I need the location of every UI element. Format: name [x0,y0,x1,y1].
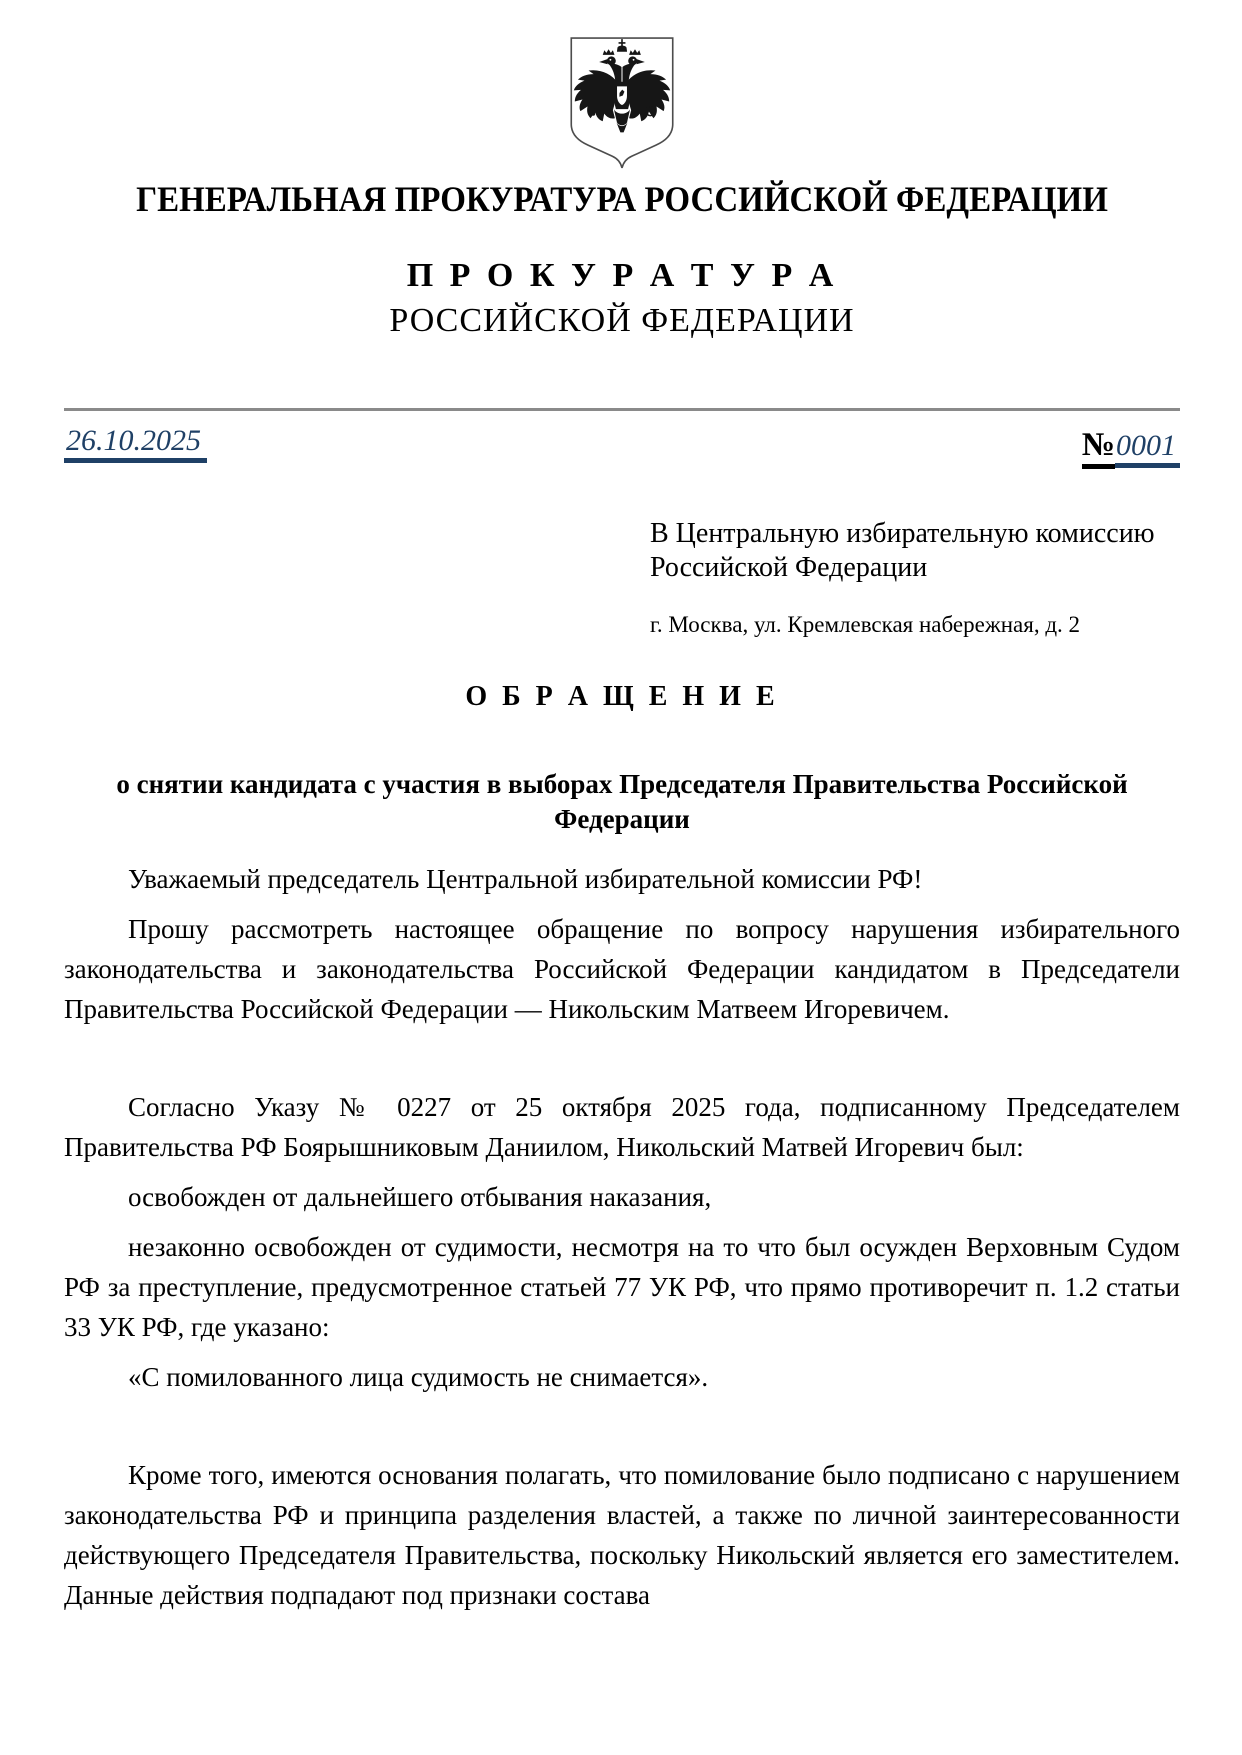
document-number [1082,427,1180,463]
russia-coat-of-arms-icon [564,33,680,172]
paragraph: Уважаемый председатель Центральной избирательной комиссии РФ! [128,864,923,894]
letterhead [64,0,1180,340]
document-subject: о снятии кандидата с участия в выборах Председателя Правительства Российской Федерации [116,769,1128,834]
letterhead-title-line2: РОССИЙСКОЙ ФЕДЕРАЦИИ [389,302,855,339]
document-date: 26.10.2025 [64,424,207,463]
number-value: 0001 [1115,429,1180,468]
letterhead-divider [64,408,1180,411]
paragraph: Прошу рассмотреть настоящее обращение по вопросу нарушения избирательного законодательства и законодательства Российской Федерации кандидатом в Председатели Правительства Российской Федерации — Никольским Матвеем Игоревичем. [64,914,1180,1024]
paragraph: «С помилованного лица судимость не снимается». [128,1362,709,1392]
recipient-line2: Российской Федерации [650,552,928,583]
paragraph: Кроме того, имеются основания полагать, что помилование было подписано с нарушением законодательства РФ и принципа разделения властей, а также по личной заинтересованности действующего Председателя Правительства, поскольку Никольский является его заместителем. Данные действия подпадают под признаки состава [64,1460,1180,1610]
org-name: ГЕНЕРАЛЬНАЯ ПРОКУРАТУРА РОССИЙСКОЙ ФЕДЕРАЦИИ [136,180,1108,220]
meta-row [64,424,1180,463]
document-heading: О Б Р А Щ Е Н И Е [465,681,779,712]
recipient-block [650,517,1180,639]
letterhead-title-line1: П Р О К У Р А Т У Р А [406,257,838,294]
paragraph: Согласно Указу № 0227 от 25 октября 2025 года, подписанному Председателем Правительства РФ Боярышниковым Даниилом, Никольский Матвей Игоревич был: [64,1092,1180,1162]
paragraph: незаконно освобожден от судимости, несмотря на то что был осужден Верховным Судом РФ за преступление, предусмотренное статьей 77 УК РФ, что прямо противоречит п. 1.2 статьи 33 УК РФ, где указано: [64,1232,1180,1342]
number-sign: № [1082,427,1115,469]
recipient-line1: В Центральную избирательную комиссию [650,518,1155,549]
recipient-address: г. Москва, ул. Кремлевская набережная, д. 2 [650,612,1081,637]
document-body [64,859,1180,1615]
paragraph: освобожден от дальнейшего отбывания наказания, [128,1182,712,1212]
